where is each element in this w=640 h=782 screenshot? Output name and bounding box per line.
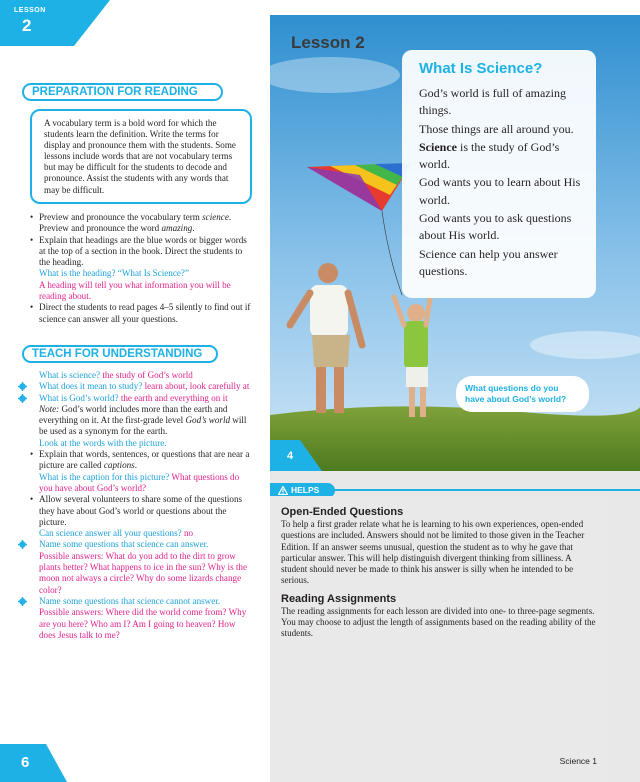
helps-heading: Open-Ended Questions	[281, 506, 404, 518]
question: What is God’s world?	[39, 392, 119, 403]
answer: the earth and everything on it	[120, 392, 228, 403]
question: What is the caption for this picture?	[39, 471, 170, 482]
question: What is the heading? “What Is Science?”	[39, 268, 189, 279]
critical-thinking-icon	[18, 540, 27, 549]
caption-bubble: What questions do you have about God’s world?	[456, 376, 589, 412]
answer: the study of God’s world	[102, 370, 193, 380]
answer: no	[183, 528, 194, 539]
instruction: Look at the words with the picture.	[39, 437, 167, 448]
lesson-tab	[0, 0, 110, 46]
teacher-page-number: 6	[0, 744, 67, 782]
card-body: God’s world is full of amazing things. Those things are all around you. Science is the study of God’s world. God wants you to learn about His world. God wants you to ask questions about His world. Science can help you answer questions.	[419, 86, 581, 278]
vocabulary-box-text: A vocabulary term is a bold word for which the students learn the definition. Write the terms for display and pronounce them with the students. Some lessons include words that are not vocabulary terms but may be difficult for the students to decode and pronounce. Assist the students with any words that may be difficult.	[44, 118, 236, 195]
critical-thinking-icon	[18, 394, 27, 403]
question: What is science?	[39, 370, 101, 380]
list-item: • Explain that words, sentences, or questions that are near a picture are called captions.	[30, 449, 252, 472]
lesson-number: 2	[22, 16, 32, 35]
student-page-number: 4	[270, 440, 322, 471]
list-item: • Direct the students to read pages 4–5 silently to find out if science can answer all your questions.	[30, 302, 252, 325]
list-item: • Preview and pronounce the vocabulary term science. Preview and pronounce the word amazing.	[30, 212, 252, 235]
critical-thinking-icon	[18, 382, 27, 391]
warning-icon	[278, 486, 288, 495]
preparation-heading: PREPARATION FOR READING	[22, 83, 223, 101]
critical-thinking-icon	[18, 597, 27, 606]
student-lesson-title: Lesson 2	[291, 33, 365, 52]
teach-body	[30, 370, 252, 641]
answer: A heading will tell you what information you will be reading about.	[39, 279, 231, 302]
book-title: Science 1	[559, 756, 597, 766]
answer: learn about, look carefully at	[144, 381, 250, 392]
teach-heading: TEACH FOR UNDERSTANDING	[22, 345, 218, 363]
answer: Possible answers: Where did the world come from? Why are you here? Who am I? Am I going to heaven? How does Jesus talk to me?	[39, 607, 247, 640]
list-item: • Explain that headings are the blue words or bigger words at the top of a section in the book. Direct the students to the heading.	[30, 235, 252, 269]
list-item: • Allow several volunteers to share some of the questions they have about God’s world or questions about the picture.	[30, 494, 252, 528]
helps-paragraph: The reading assignments for each lesson are divided into one- to three-page segments. You may choose to adjust the length of assignments based on the reading ability of the students.	[281, 605, 596, 639]
card-title: What Is Science?	[419, 60, 543, 77]
helps-box	[270, 496, 610, 782]
answer: Possible answers: What do you add to the dirt to grow plants better? What happens to ice in the sun? Why is the moon not always a circle? Why do some lizards change color?	[39, 550, 248, 595]
vocabulary-box	[30, 109, 252, 204]
preparation-body	[30, 212, 252, 325]
question: Can science answer all your questions?	[39, 528, 182, 539]
lesson-label: LESSON	[14, 7, 46, 14]
note: Note: God’s world includes more than the earth and everything on it. At the first-grade level God’s world will be used as a synonym for the earth.	[39, 403, 247, 437]
question: What does it mean to study?	[39, 381, 143, 392]
helps-tag: HELPS	[270, 483, 335, 498]
question: Name some questions that science cannot answer.	[39, 595, 221, 606]
question: Name some questions that science can answer.	[39, 539, 209, 550]
helps-paragraph: To help a first grader relate what he is learning to his own experiences, open-ended questions are included. Answers should not be limited to those given in the Teacher Edition. If an answer seems unusual, question the student as to why he gave that particular answer. This will help distinguish divergent thinking from silliness. A student should never be made to think his answer is silly when he intended to be serious.	[281, 519, 585, 586]
what-is-science-card	[402, 50, 596, 298]
helps-heading: Reading Assignments	[281, 592, 397, 605]
answer: What questions do you have about God’s world?	[39, 471, 240, 493]
